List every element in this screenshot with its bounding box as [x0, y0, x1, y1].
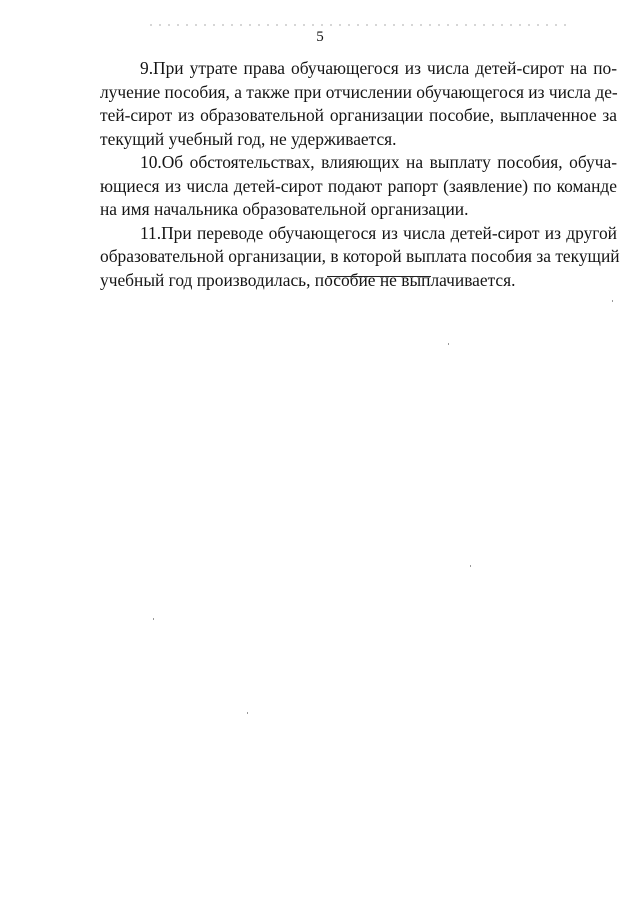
scan-speck	[612, 300, 613, 302]
paragraph-10	[100, 151, 617, 222]
scan-speck	[153, 618, 154, 620]
text-line: образовательной организации, в которой выплата пособия за текущий	[100, 246, 620, 266]
text-line: ющиеся из числа детей-сирот подают рапорт (заявление) по команде	[100, 175, 617, 196]
scan-speck	[448, 343, 449, 345]
document-body	[100, 57, 620, 292]
text-line: 11.При переводе обучающегося из числа детей-сирот из другой	[140, 222, 617, 243]
scan-speck	[470, 565, 471, 567]
text-line: лучение пособия, а также при отчислении обучающегося из числа де-	[100, 81, 618, 102]
paragraph-11	[100, 222, 620, 293]
text-line: на имя начальника образовательной организации.	[100, 199, 469, 219]
page-number: 5	[316, 29, 324, 45]
text-line: 10.Об обстоятельствах, влияющих на выплату пособия, обуча-	[140, 152, 617, 172]
text-line: 9.При утрате права обучающегося из числа детей-сирот на по-	[140, 58, 617, 78]
end-separator-line	[327, 276, 431, 277]
text-line: тей-сирот из образовательной организации пособие, выплаченное за	[100, 105, 617, 125]
scan-speck	[247, 712, 248, 714]
scan-artifact-top	[150, 24, 570, 26]
text-line: учебный год производилась, пособие не выплачивается.	[100, 269, 516, 290]
paragraph-9	[100, 57, 617, 151]
text-line: текущий учебный год, не удерживается.	[100, 128, 397, 149]
